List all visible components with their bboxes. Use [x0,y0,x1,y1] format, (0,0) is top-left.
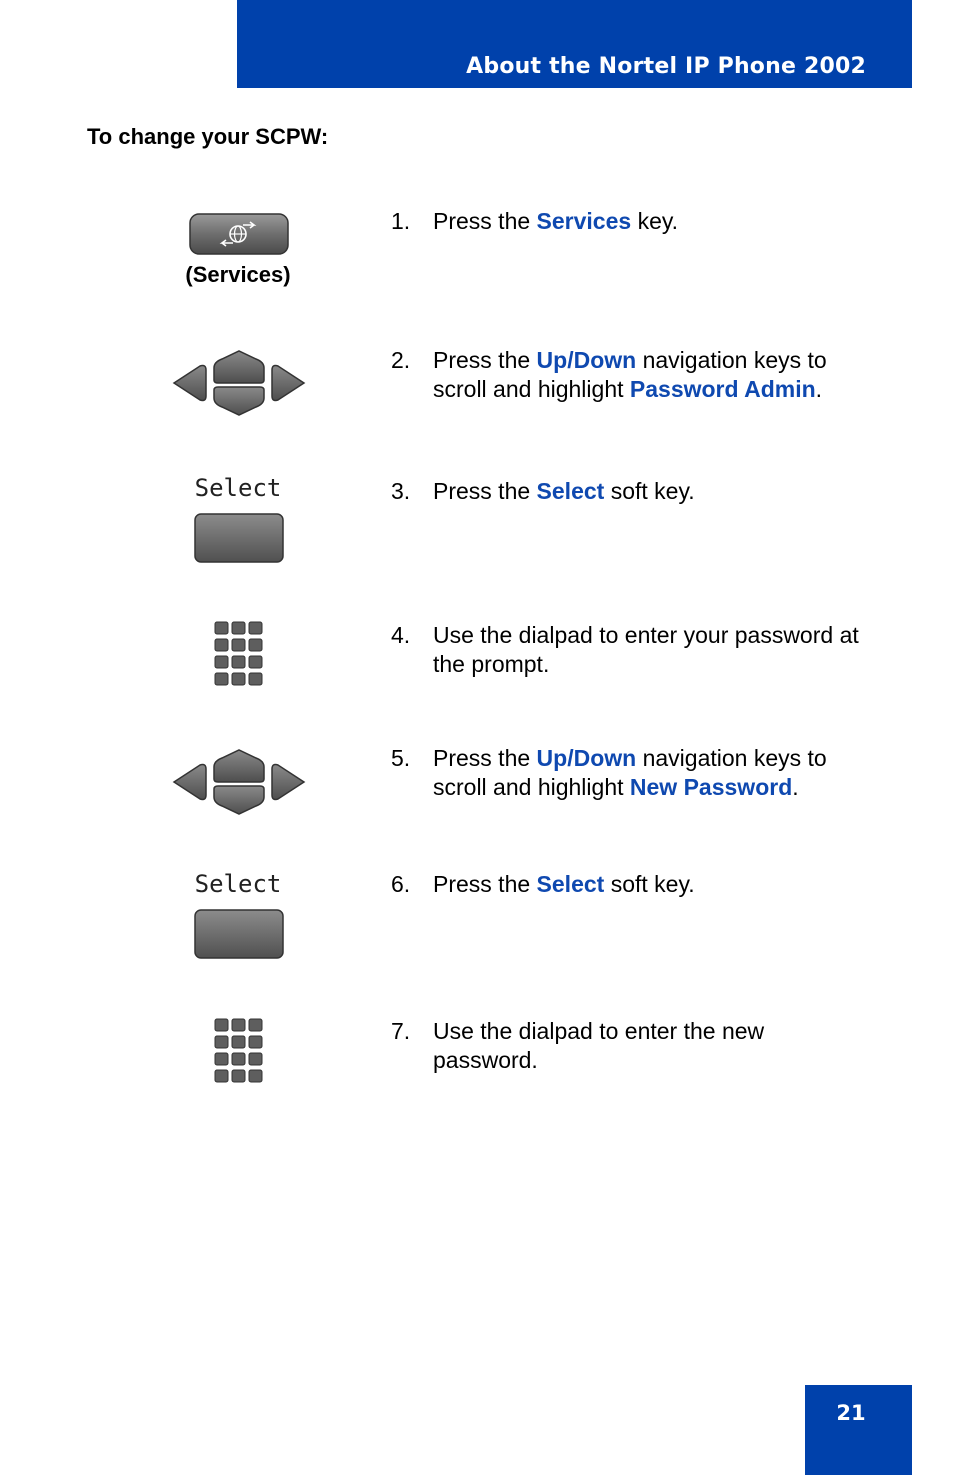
page-number-box [805,1385,912,1475]
step-number: 3. [391,478,411,504]
step-text: Use the dialpad to enter the new password. [433,1018,765,1073]
step-number: 2. [391,347,411,373]
soft-key-icon [193,512,285,569]
select-label: Select [194,870,282,898]
step-text: Press the Up/Down navigation keys to scroll and highlight New Password. [433,745,827,800]
services-caption: (Services) [185,262,291,287]
page-number: 21 [836,1401,866,1425]
step-number: 1. [391,208,411,234]
step-text: Press the Services key. [433,208,679,234]
soft-key-icon [193,908,285,965]
dialpad-icon [214,1018,264,1091]
header-title: About the Nortel IP Phone 2002 [466,54,866,79]
step-number: 7. [391,1018,411,1044]
step-number: 4. [391,622,411,648]
section-heading: To change your SCPW: [87,124,329,149]
header-bar [237,0,912,88]
step-text: Press the Select soft key. [433,871,695,897]
select-label: Select [194,474,282,502]
services-key-icon [188,212,290,261]
step-number: 5. [391,745,411,771]
step-number: 6. [391,871,411,897]
step-text: Press the Select soft key. [433,478,695,504]
step-text: Press the Up/Down navigation keys to scroll and highlight Password Admin. [433,347,827,402]
step-text: Use the dialpad to enter your password at the prompt. [433,622,859,677]
navigation-keys-icon [170,348,308,423]
dialpad-icon [214,621,264,694]
navigation-keys-icon [170,747,308,822]
